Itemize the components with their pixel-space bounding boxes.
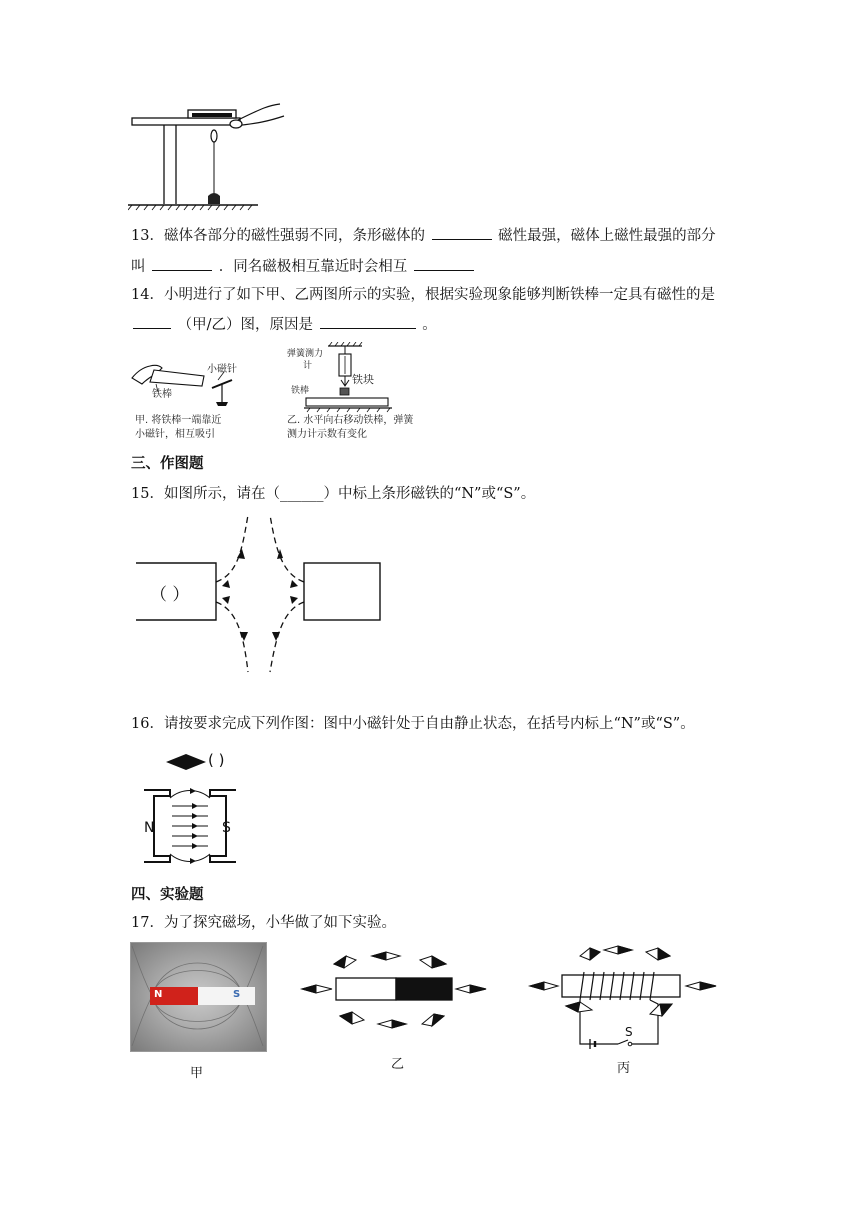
q17-caption-bing: 丙 <box>617 1061 631 1076</box>
q17-caption-jia: 甲 <box>190 1066 204 1081</box>
q13-blank-2[interactable] <box>152 256 212 271</box>
q14-line-1: 14．小明进行了如下甲、乙两图所示的实验，根据实验现象能够判断铁棒一定具有磁性的是 <box>131 287 715 303</box>
section-3-title: 三、作图题 <box>131 456 204 472</box>
q14-blank-1[interactable] <box>133 314 171 329</box>
q13-blank-3[interactable] <box>414 256 474 271</box>
q14-jia-rod-label: 铁棒 <box>152 389 172 400</box>
q13-line-1: 13．磁体各部分的磁性强弱不同，条形磁体的 磁性最强，磁体上磁性最强的部分 <box>131 225 716 246</box>
q17-photo-s: S <box>233 989 241 1000</box>
q15-paren[interactable]: （ ） <box>150 585 190 605</box>
q14-jia-needle-label: 小磁针 <box>207 364 237 375</box>
q14-jia-caption-1: 甲. 将铁棒一端靠近 <box>135 415 222 426</box>
q14-line-2: （甲/乙）图，原因是 。 <box>131 314 437 335</box>
q16-pole-n: N <box>144 820 155 836</box>
q13-line-2: 叫 ．同名磁极相互靠近时会相互 <box>131 256 476 277</box>
q14-yi-caption-2: 测力计示数有变化 <box>287 429 367 440</box>
q16-text: 16．请按要求完成下列作图：图中小磁针处于自由静止状态，在括号内标上“N”或“S”。 <box>131 716 695 732</box>
q17-photo-n: N <box>154 989 163 1000</box>
section-4-title: 四、实验题 <box>131 887 204 903</box>
q14-yi-block-label: 铁块 <box>352 373 374 386</box>
q17-photo-iron-filings <box>130 942 265 1050</box>
q12-experiment-figure <box>128 96 288 214</box>
q14-yi-scale-label-2: 计 <box>303 361 313 371</box>
q15-text: 15．如图所示，请在（______）中标上条形磁铁的“N”或“S”。 <box>131 486 536 502</box>
q13-blank-1[interactable] <box>432 225 492 240</box>
q14-yi-caption-1: 乙. 水平向右移动铁棒，弹簧 <box>287 415 414 426</box>
q14-yi-scale-label-1: 弹簧测力 <box>287 349 324 359</box>
q17-figure-yi <box>298 950 490 1032</box>
q14-blank-2[interactable] <box>320 314 416 329</box>
q14-yi-rod-label: 铁棒 <box>291 386 310 396</box>
q17-caption-yi: 乙 <box>391 1057 405 1072</box>
q16-paren[interactable]: ( ) <box>208 751 225 769</box>
q16-figure <box>136 748 256 872</box>
q17-text: 17．为了探究磁场，小华做了如下实验。 <box>131 915 396 931</box>
q17-figure-bing <box>526 944 722 1054</box>
q17-switch-label: S <box>625 1025 633 1039</box>
q16-pole-s: S <box>222 820 231 836</box>
q14-jia-caption-2: 小磁针，相互吸引 <box>135 429 215 440</box>
